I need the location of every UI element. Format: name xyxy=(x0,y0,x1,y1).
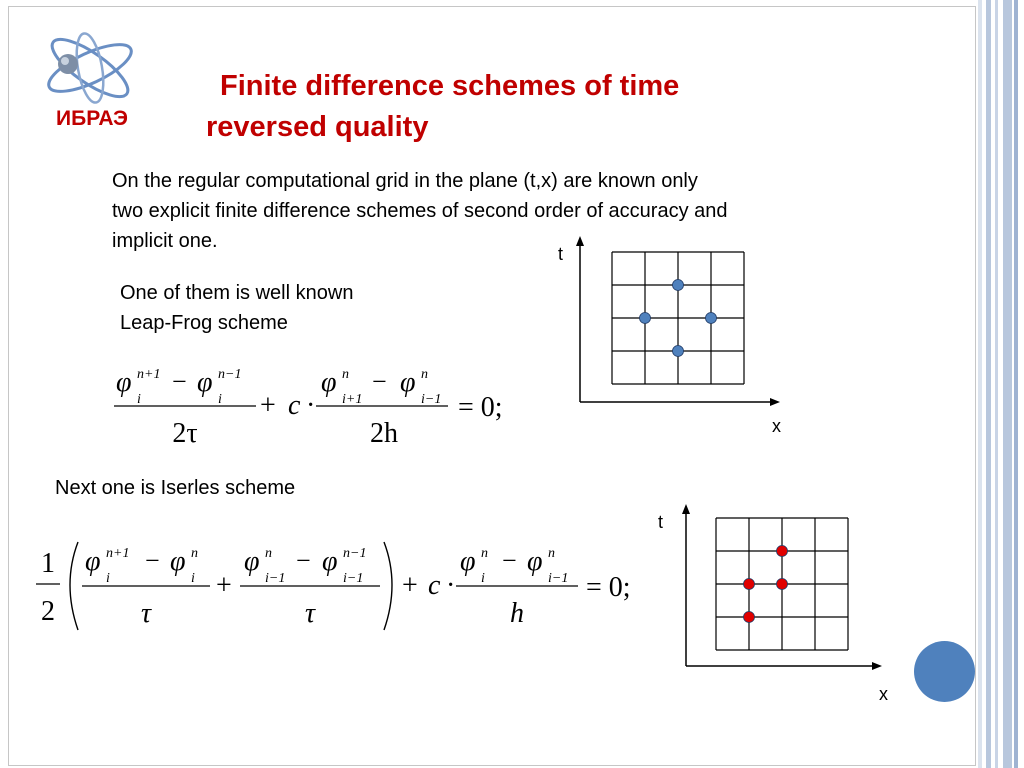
svg-text:φ: φ xyxy=(460,546,476,577)
svg-text:n: n xyxy=(265,546,272,561)
iserles-text: Next one is Iserles scheme xyxy=(55,477,296,499)
svg-text:= 0;: = 0; xyxy=(458,392,503,423)
svg-text:n: n xyxy=(548,546,555,561)
svg-text:φ: φ xyxy=(244,546,260,577)
svg-text:i: i xyxy=(481,571,485,586)
svg-text:i−1: i−1 xyxy=(548,571,569,586)
svg-text:−: − xyxy=(296,546,311,575)
svg-text:i: i xyxy=(106,571,110,586)
t-axis-label: t xyxy=(558,244,564,264)
svg-text:−: − xyxy=(502,546,517,575)
slide-title xyxy=(206,66,846,148)
leapfrog-stencil-diagram xyxy=(540,232,800,442)
svg-text:·: · xyxy=(306,390,316,421)
stencil-point xyxy=(744,579,755,590)
svg-text:−: − xyxy=(172,367,187,396)
svg-text:+: + xyxy=(260,390,276,421)
svg-text:n: n xyxy=(421,367,428,382)
svg-text:n: n xyxy=(191,546,198,561)
svg-text:1: 1 xyxy=(41,548,55,579)
svg-text:i−1: i−1 xyxy=(265,571,286,586)
svg-text:τ: τ xyxy=(140,598,152,629)
stencil-point xyxy=(777,579,788,590)
svg-text:φ: φ xyxy=(116,367,132,398)
svg-text:i: i xyxy=(218,392,222,407)
svg-text:c: c xyxy=(428,570,441,601)
svg-text:n: n xyxy=(481,546,488,561)
svg-text:n+1: n+1 xyxy=(106,546,130,561)
title-line-1: Finite difference schemes of time xyxy=(220,70,680,102)
stencil-point xyxy=(777,546,788,557)
side-stripe-5 xyxy=(1014,0,1018,768)
svg-text:i: i xyxy=(191,571,195,586)
title-line-2: reversed quality xyxy=(206,111,429,143)
svg-text:·: · xyxy=(446,570,456,601)
x-axis-label: x xyxy=(879,684,888,704)
ibrae-logo xyxy=(38,30,148,134)
svg-text:h: h xyxy=(510,598,524,629)
svg-text:i: i xyxy=(137,392,141,407)
t-axis-arrow xyxy=(576,236,584,246)
svg-text:i−1: i−1 xyxy=(343,571,364,586)
svg-text:−: − xyxy=(145,546,160,575)
leapfrog-line-2: Leap-Frog scheme xyxy=(120,312,288,334)
t-axis-arrow xyxy=(682,504,690,514)
svg-text:2: 2 xyxy=(41,596,55,627)
svg-text:i−1: i−1 xyxy=(421,392,442,407)
leapfrog-equation xyxy=(108,356,548,456)
svg-text:n: n xyxy=(342,367,349,382)
svg-text:+: + xyxy=(402,570,418,601)
svg-text:φ: φ xyxy=(170,546,186,577)
svg-text:φ: φ xyxy=(322,546,338,577)
logo-text: ИБРАЭ xyxy=(56,107,128,130)
svg-text:n+1: n+1 xyxy=(137,367,161,382)
side-stripe-1 xyxy=(978,0,982,768)
side-stripe-4 xyxy=(1003,0,1012,768)
x-axis-arrow xyxy=(872,662,882,670)
svg-text:φ: φ xyxy=(85,546,101,577)
svg-text:φ: φ xyxy=(197,367,213,398)
stencil-point xyxy=(706,313,717,324)
svg-text:φ: φ xyxy=(321,367,337,398)
side-stripe-2 xyxy=(986,0,991,768)
svg-text:φ: φ xyxy=(527,546,543,577)
svg-text:c: c xyxy=(288,390,301,421)
svg-text:i+1: i+1 xyxy=(342,392,363,407)
stencil-point xyxy=(640,313,651,324)
stencil-point xyxy=(673,346,684,357)
stencil-point xyxy=(744,612,755,623)
leapfrog-text xyxy=(120,278,353,338)
decorative-circle xyxy=(914,641,975,702)
grid-1-lines xyxy=(612,252,744,384)
leapfrog-line-1: One of them is well known xyxy=(120,282,354,304)
intro-line-3: implicit one. xyxy=(112,230,218,252)
svg-text:2h: 2h xyxy=(370,418,398,449)
svg-text:= 0;: = 0; xyxy=(586,572,631,603)
svg-text:−: − xyxy=(372,367,387,396)
iserles-equation xyxy=(30,532,650,642)
intro-line-1: On the regular computational grid in the plane (t,x) are known only xyxy=(112,170,698,192)
side-stripe-3 xyxy=(995,0,998,768)
t-axis-label: t xyxy=(658,512,664,532)
svg-text:2τ: 2τ xyxy=(172,418,198,449)
svg-text:+: + xyxy=(216,570,232,601)
svg-text:τ: τ xyxy=(304,598,316,629)
x-axis-arrow xyxy=(770,398,780,406)
x-axis-label: x xyxy=(772,416,781,436)
svg-text:n−1: n−1 xyxy=(218,367,242,382)
svg-text:n−1: n−1 xyxy=(343,546,367,561)
intro-line-2: two explicit finite difference schemes of second order of accuracy and xyxy=(112,200,728,222)
stencil-point xyxy=(673,280,684,291)
iserles-stencil-diagram xyxy=(646,500,906,710)
svg-text:φ: φ xyxy=(400,367,416,398)
